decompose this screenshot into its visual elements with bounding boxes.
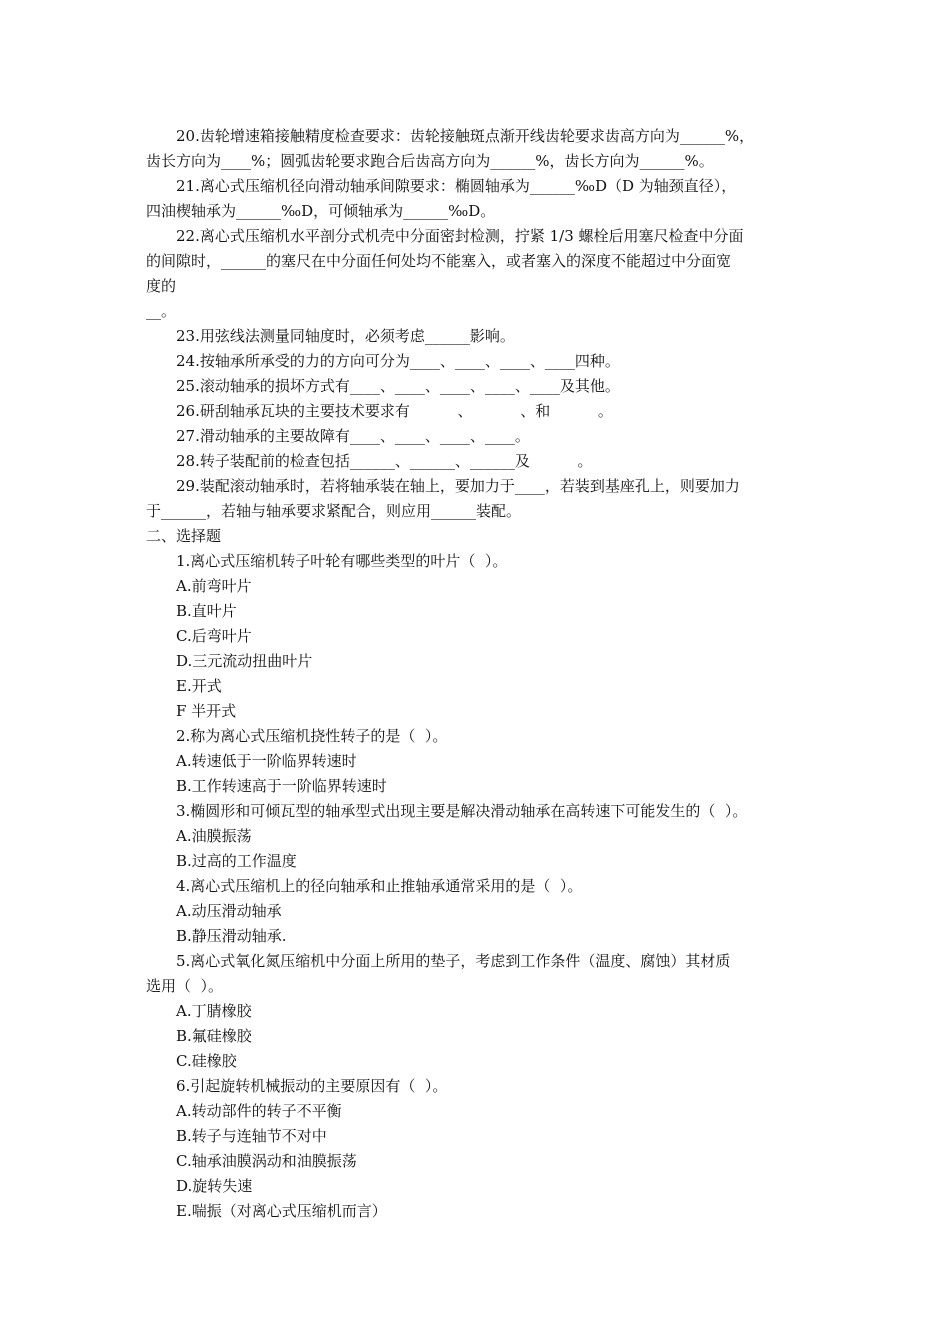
question-25: 25.滚动轴承的损坏方式有____、____、____、____、____及其他。 [176,377,620,395]
question-22-line-2: 的间隙时，______的塞尺在中分面任何处均不能塞入，或者塞入的深度不能超过中分面宽 [146,252,732,270]
question-27: 27.滑动轴承的主要故障有____、____、____、____。 [176,427,530,445]
question-23: 23.用弦线法测量同轴度时，必须考虑______影响。 [176,327,515,345]
choice-4-stem: 4.离心式压缩机上的径向轴承和止推轴承通常采用的是（ ）。 [176,877,583,895]
question-26: 26.研刮轴承瓦块的主要技术要求有 、 、和 。 [176,402,613,420]
question-20-line-2: 齿长方向为____%；圆弧齿轮要求跑合后齿高方向为______%，齿长方向为______%。 [146,152,714,170]
question-29-line-1: 29.装配滚动轴承时，若将轴承装在轴上，要加力于____，若装到基座孔上，则要加力 [176,477,740,495]
choice-3-stem: 3.椭圆形和可倾瓦型的轴承型式出现主要是解决滑动轴承在高转速下可能发生的（ ）。 [176,802,748,820]
choice-2-option-a: A.转速低于一阶临界转速时 [176,752,357,770]
choice-6-option-a: A.转动部件的转子不平衡 [176,1102,342,1120]
choice-6-option-c: C.轴承油膜涡动和油膜振荡 [176,1152,357,1170]
choice-5-option-b: B.氟硅橡胶 [176,1027,252,1045]
choice-4-option-b: B.静压滑动轴承. [176,927,287,945]
choice-5-option-c: C.硅橡胶 [176,1052,237,1070]
choice-5-stem-line-1: 5.离心式氧化氮压缩机中分面上所用的垫子，考虑到工作条件（温度、腐蚀）其材质 [176,952,731,970]
choice-1-option-a: A.前弯叶片 [176,577,252,595]
choice-1-option-f: F 半开式 [176,702,237,720]
question-22-line-3: 度的 [146,277,177,295]
choice-1-stem: 1.离心式压缩机转子叶轮有哪些类型的叶片（ ）。 [176,552,508,570]
question-28: 28.转子装配前的检查包括______、______、______及 。 [176,452,593,470]
choice-1-option-e: E.开式 [176,677,222,695]
choice-6-option-d: D.旋转失速 [176,1177,253,1195]
choice-2-stem: 2.称为离心式压缩机挠性转子的是（ ）。 [176,727,448,745]
section-heading-choice: 二、选择题 [146,527,222,545]
choice-3-option-a: A.油膜振荡 [176,827,252,845]
choice-5-option-a: A.丁腈橡胶 [176,1002,252,1020]
choice-4-option-a: A.动压滑动轴承 [176,902,282,920]
question-20-line-1: 20.齿轮增速箱接触精度检查要求：齿轮接触斑点渐开线齿轮要求齿高方向为______%， [176,127,755,145]
choice-1-option-c: C.后弯叶片 [176,627,252,645]
question-29-line-2: 于______，若轴与轴承要求紧配合，则应用______装配。 [146,502,522,520]
question-22-line-4: __。 [146,302,177,320]
choice-2-option-b: B.工作转速高于一阶临界转速时 [176,777,387,795]
question-22-line-1: 22.离心式压缩机水平剖分式机壳中分面密封检测，拧紧 1/3 螺栓后用塞尺检查中分面 [176,227,744,245]
question-21-line-1: 21.离心式压缩机径向滑动轴承间隙要求：椭圆轴承为______‰D（D 为轴颈直径）， [176,177,737,195]
choice-6-option-e: E.喘振（对离心式压缩机而言） [176,1202,387,1220]
choice-6-stem: 6.引起旋转机械振动的主要原因有（ ）。 [176,1077,448,1095]
choice-1-option-b: B.直叶片 [176,602,237,620]
question-24: 24.按轴承所承受的力的方向可分为____、____、____、____四种。 [176,352,620,370]
choice-6-option-b: B.转子与连轴节不对中 [176,1127,327,1145]
question-21-line-2: 四油楔轴承为______‰D，可倾轴承为______‰D。 [146,202,496,220]
choice-3-option-b: B.过高的工作温度 [176,852,297,870]
choice-5-stem-line-2: 选用（ ）。 [146,977,224,995]
choice-1-option-d: D.三元流动扭曲叶片 [176,652,313,670]
